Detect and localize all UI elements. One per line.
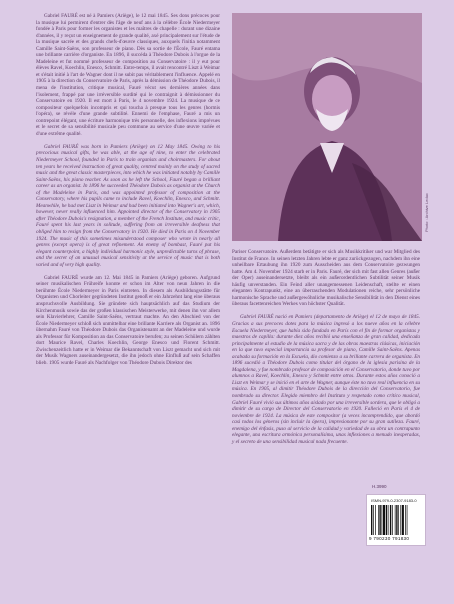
- portrait-photo: [232, 13, 422, 241]
- bio-paragraph-english: Gabriel FAURÉ was born in Pamiers (Ariège) on 12 May 1845. Owing to his precocious musical gifts, he was able, at the age of nine, to enter the celebrated Niedermeyer School, founded in Paris to train organists and choirmasters. For about ten years he received instruction of great quality, centred mainly on the study of sacred music and the great classic masterpieces, into which he was initiated notably by Camille Saint-Saëns, his piano teacher. As soon as he left the School, Fauré began a brilliant career as an organist. In 1896 he succeeded Théodore Dubois as organist at the Church of the Madeleine in Paris, and was appointed professor of composition at the Conservatory, where his pupils came to include Ravel, Koechlin, Enesco, and Schmitt. Meanwhile, he had met Liszt in Weimar and had been initiated into Wagner's art, which, however, never really influenced him. Appointed director of the Conservatory in 1905 after Théodore Dubois's resignation, a member of the French Institute, and music critic, Fauré spent his last years in solitude, suffering from an irreversible deafness that obliged him to resign from the Conservatory in 1920. He died in Paris on 4 November 1924. The music of this sometimes misunderstood composer who wrote in nearly all genres (except opera) is of great refinement. An enemy of bombast, Fauré put his elegant counterpoint, a highly individual harmonic style, unpredictable turns of phrase, and the secret of an unusual musical sensitivity at the service of music that is both varied and of very high quality.: [36, 143, 220, 268]
- portrait-illustration: [232, 13, 422, 241]
- barcode-bars: [371, 505, 421, 535]
- barcode-box: [366, 494, 426, 546]
- ean-digits: 9 790230 791830: [369, 536, 410, 541]
- bio-paragraph-german-continued: Pariser Conservatoire. Außerdem betätigte er sich als Musikkritiker und war Mitglied des Institut de France. In seinen letzten Jahren lebte er ganz zurückgezogen, nachdem ihn eine unheilbare Ertaubung ihn 1920 zum Ausscheiden aus dem Conservatoire gezwungen hatte. Am 4. November 1924 starb er in Paris. Fauré, der sich mit fast allen Genres (außer der Oper) auseinandersetzte, bleibt als ein außerordentlichen Subtilität seiner Musik häufig unverstanden. Ein Feind aller unangemessenen Leidenschaft, stellte er einen eleganten Kontrapunkt, eine an überraschenden Modulationen reiche, sehr persönliche harmonische Sprache und außergewöhnliche musikalische Sensibilität in den Dienst eines überaus facettenreichen Werkes von höchster Qualität.: [232, 249, 420, 308]
- bio-paragraph-german: Gabriel FAURÉ wurde am 12. Mai 1845 in Pamiers (Ariège) geboren. Aufgrund seiner musikalischen Frühreife konnte er schon im Alter von neun Jahren in die berühmte École Niedermeyer in Paris eintreten. In diesem als Ausbildungsstätte für Organisten und Chorleiter gegründeten Institut genoß er ein Jahrzehnt lang eine überaus anspruchsvolle Ausbildung. Sie gründete sich hauptsächlich auf das Studium der Kirchenmusik sowie das der großen klassischen Meisterwerke, mit denen ihn vor allem sein Klavierlehrer, Camille Saint-Saëns, vertraut machte. An den Abschied von der École Niedermeyer schloß sich unmittelbar eine brillante Karriere als Organist an. 1896 übernahm Fauré von Théodore Dubois das Organistenamt an der Madeleine und wurde als Professor für Komposition an das Conservatoire berufen; zu seinen Schülern zählten dort Maurice Ravel, Charles Koechlin, George Enesco und Florent Schmitt. Zwischenzeitlich hatte er in Weimar die Bekanntschaft von Liszt gemacht und sich mit der Musik Wagners auseinandergesetzt, die ihn jedoch ohne Einfluß auf sein Schaffen blieb. 1905 wurde Fauré als Nachfolger von Théodore Dubois Direktor des: [36, 274, 220, 366]
- catalog-number: H.3990: [372, 484, 387, 489]
- bio-paragraph-french: Gabriel FAURÉ est né à Pamiers (Ariège), le 12 mai 1845. Ses dons précoces pour la musique lui permirent d'entrer dès l'âge de neuf ans à la célèbre École Niedermeyer fondée à Paris pour former les organistes et les maîtres de chapelle : durant une dizaine d'années, il y reçut un enseignement de grande qualité, axé principalement sur l'étude de la musique sacrée et des grands chefs-d'œuvre classiques, auxquels l'initia notamment Camille Saint-Saëns, son professeur de piano. Dès sa sortie de l'École, Fauré entama une brillante carrière d'organiste. En 1896, il succéda à Théodore Dubois à l'orgue de la Madeleine et fut nommé professeur de composition au Conservatoire : il y eut pour élèves Ravel, Koechlin, Enesco, Schmitt. Entre-temps, il avait rencontré Liszt à Weimar et s'était initié à l'art de Wagner dont il ne subit pas véritablement l'influence. Appelé en 1905 à la direction du Conservatoire de Paris, après la démission de Théodore Dubois, il mena de l'institution, critique musical, Fauré vécut ses dernières années dans l'isolement, frappé par une irréversible surdité qui le contraignit à démissionner du Conservatoire en 1920. Il est mort à Paris, le 4 novembre 1924. La musique de ce compositeur quelquefois incompris et qui toucha à presque tous les genres (hormis l'opéra), se révèle d'une grande subtilité. Ennemi de l'emphase, Fauré a mis un contrepoint élégant, une écriture harmonique très personnelle, des inflexions imprévues et le secret de sa sensibilité musicale peu commune au service d'une œuvre variée et d'une extrême qualité.: [36, 13, 220, 137]
- left-text-column: [36, 13, 220, 373]
- photo-credit: Photo : Archive Leduc: [424, 193, 429, 232]
- right-text-column: [232, 249, 420, 452]
- ismn-label: ISMN-979-0-2307-9183-0: [371, 498, 417, 503]
- bio-paragraph-spanish: Gabriel FAURÉ nació en Pamiers (departamento de Ariège) el 12 de mayo de 1845. Gracias a sus precoces dotes para la música ingresó a los nueve años en la célebre Escuela Niedermeyer, que había sido fundada en París con el fin de formar organistas y maestros de capilla: durante diez años recibió una enseñanza de gran calidad, dedicada principalmente al estudio de la música sacra y de las obras maestras clásicas, iniciación en la que tuvo especial importancia su profesor de piano, Camille Saint-Saëns. Apenas acabada su formación en la Escuela, dio comienzo a su brillante carrera de organista. En 1896 sucedió a Théodore Dubois como titular del órgano de la iglesia parisina de la Magdalena, y fue nombrado profesor de composición en el Conservatorio, donde tuvo por alumnos a Ravel, Koechlin, Enesco y Schmitt entre otros. Durante estos años conoció a Liszt en Weimar y se inició en el arte de Wagner, aunque éste no tuvo real influencia en su música. En 1905, al dimitir Théodore Dubois de la dirección del Conservatorio, fue nombrado su director. Elegido miembro del Instituto y respetado como crítico musical, Gabriel Fauré vivió sus últimos años aislado por una irreversible sordera, que le obligó a dimitir de su cargo de Director del Conservatorio en 1920. Falleció en París el 4 de noviembre de 1924. La música de este compositor (a veces incomprendido, que abordó casi todos los géneros (sin incluir la ópera), impresionante por su gran sutileza. Fauré, enemigo del énfasis, puso al servicio de la calidad y variedad de su obra un contrapunto elegante, una escritura armónica personalísima, unas inflexiones a menudo inesperadas, y el secreto de una sensibilidad musical nada frecuente.: [232, 314, 420, 445]
